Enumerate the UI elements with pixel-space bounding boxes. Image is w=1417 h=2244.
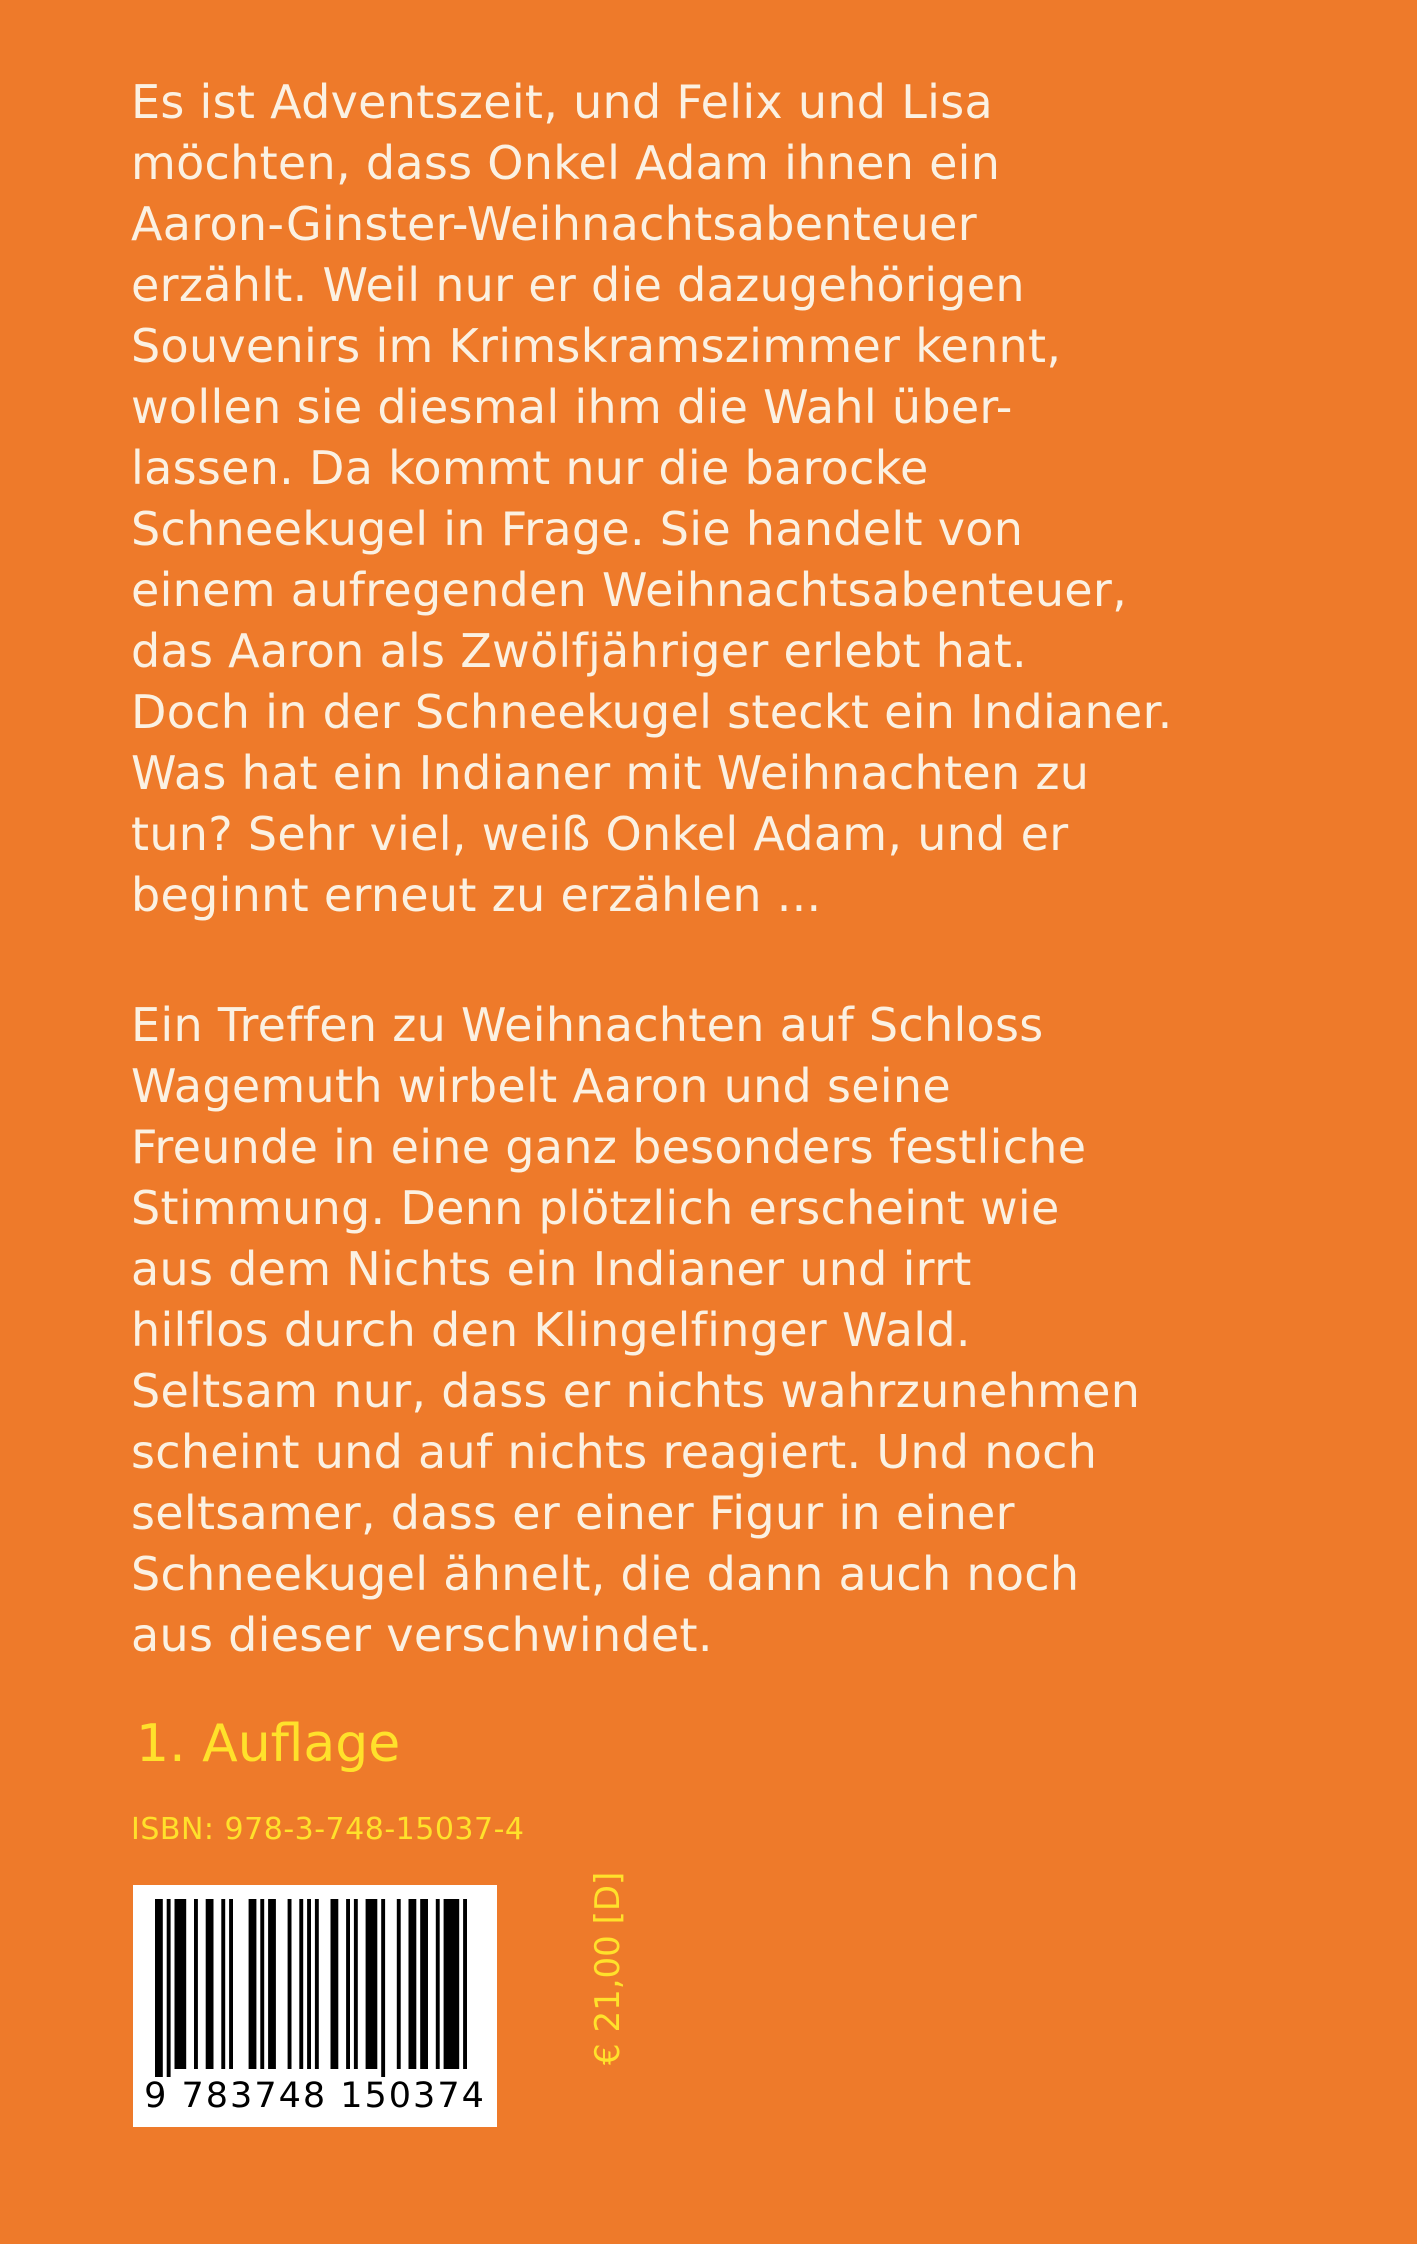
- barcode-bar: [397, 1899, 401, 2069]
- barcode-bar: [155, 1899, 163, 2077]
- barcode-bar: [260, 1899, 264, 2069]
- barcode-bar: [194, 1899, 198, 2069]
- barcode: [133, 1885, 497, 2127]
- barcode-bar: [420, 1899, 428, 2069]
- barcode-bar: [444, 1899, 460, 2069]
- barcode-bar: [354, 1899, 358, 2069]
- barcode-bar: [221, 1899, 225, 2069]
- price-label: € 21,00 [D]: [588, 1871, 628, 2065]
- barcode-bar: [346, 1899, 350, 2069]
- barcode-bar: [268, 1899, 276, 2069]
- barcode-digits: 9 783748 150374: [144, 2076, 486, 2116]
- barcode-bar: [409, 1899, 417, 2069]
- barcode-bar: [436, 1899, 440, 2069]
- blurb-paragraph-1: Es ist Adventszeit, und Felix und Lisa möchten, dass Onkel Adam ihnen ein Aaron-Ginster-Weihnachtsabenteuer erzählt. Weil nur er die dazugehörigen Souvenirs im Krimskramszimmer kennt, wollen sie diesmal ihm die Wahl über- lassen. Da kommt nur die barocke Schneekugel in Frage. Sie handelt von einem aufregenden Weihnachtsabenteuer, das Aaron als Zwölfjähriger erlebt hat. Doch in der Schneekugel steckt ein Indianer. Was hat ein Indianer mit Weihnachten zu tun? Sehr viel, weiß Onkel Adam, und er beginnt erneut zu erzählen ...: [131, 75, 1173, 922]
- barcode-bar: [331, 1899, 339, 2069]
- barcode-bar: [463, 1899, 467, 2069]
- barcode-bar: [307, 1899, 311, 2069]
- barcode-bar: [175, 1899, 187, 2069]
- edition-label: 1. Auflage: [136, 1714, 401, 1774]
- barcode-bar: [167, 1899, 171, 2077]
- barcode-bar: [315, 1899, 319, 2069]
- barcode-bar: [299, 1899, 303, 2069]
- blurb-paragraph-2: Ein Treffen zu Weihnachten auf Schloss Wagemuth wirbelt Aaron und seine Freunde in eine ganz besonders festliche Stimmung. Denn plötzlich erscheint wie aus dem Nichts ein Indianer und irrt hilflos durch den Klingelfinger Wald. Seltsam nur, dass er nichts wahrzunehmen scheint und auf nichts reagiert. Und noch seltsamer, dass er einer Figur in einer Schneekugel ähnelt, die dann auch noch aus dieser verschwindet.: [131, 998, 1141, 1662]
- barcode-bar: [288, 1899, 292, 2069]
- barcode-bar: [381, 1899, 385, 2077]
- barcode-bar: [249, 1899, 257, 2069]
- barcode-bar: [229, 1899, 233, 2069]
- barcode-bar: [366, 1899, 378, 2069]
- isbn-label: ISBN: 978-3-748-15037-4: [131, 1812, 525, 1847]
- barcode-bar: [206, 1899, 214, 2069]
